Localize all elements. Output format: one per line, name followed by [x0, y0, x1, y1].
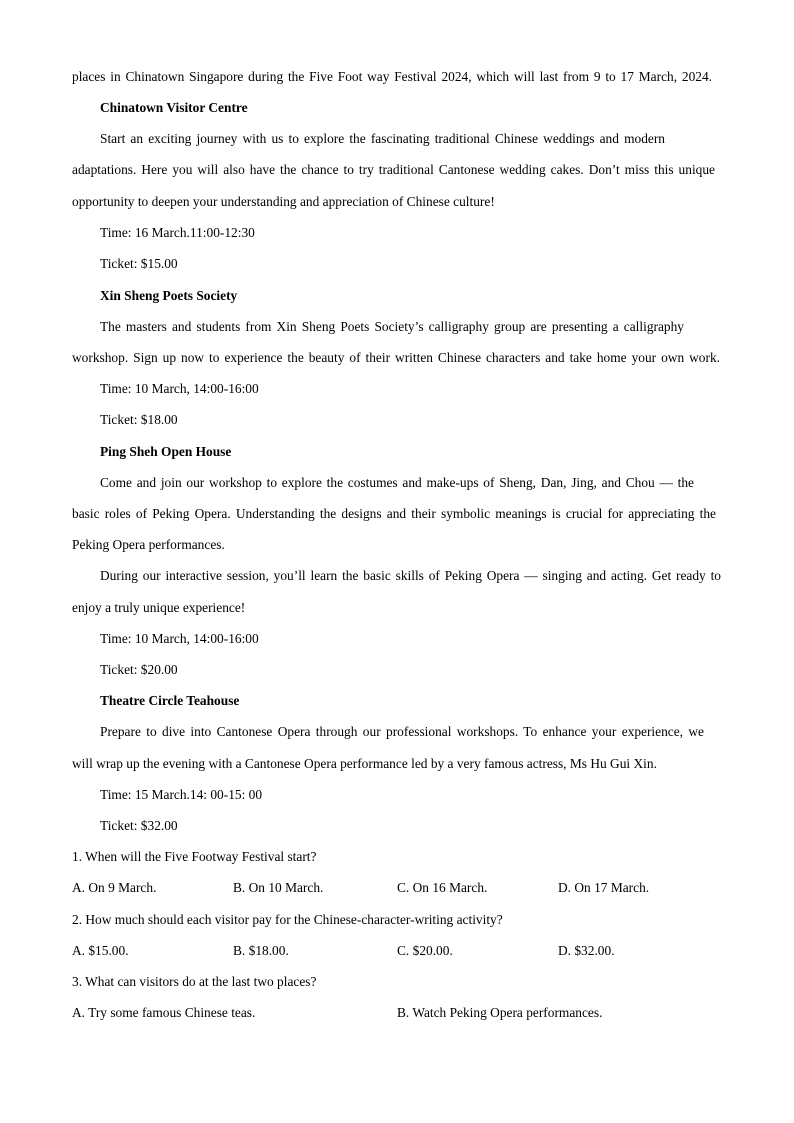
answer-option: C. $20.00. [397, 943, 453, 958]
section-time: Time: 16 March.11:00-12:30 [100, 225, 255, 240]
section-paragraph-line: basic roles of Peking Opera. Understanding the designs and their symbolic meanings is crucial for appreciating the [72, 506, 716, 521]
section-paragraph-line: enjoy a truly unique experience! [72, 600, 246, 615]
section-title: Chinatown Visitor Centre [100, 100, 248, 115]
section-paragraph-line: Peking Opera performances. [72, 537, 225, 552]
answer-option: A. $15.00. [72, 943, 129, 958]
section-paragraph-line: Prepare to dive into Cantonese Opera through our professional workshops. To enhance your experience, we [100, 724, 704, 739]
answer-option: B. $18.00. [233, 943, 289, 958]
answer-option: A. On 9 March. [72, 880, 157, 895]
answer-option: D. On 17 March. [558, 880, 650, 895]
question-stem: 3. What can visitors do at the last two places? [72, 974, 317, 989]
section-ticket: Ticket: $18.00 [100, 412, 178, 427]
answer-option: A. Try some famous Chinese teas. [72, 1005, 256, 1020]
section-ticket: Ticket: $20.00 [100, 662, 178, 677]
intro-line: places in Chinatown Singapore during the Five Foot way Festival 2024, which will last from 9 to 17 March, 2024. [72, 69, 712, 84]
section-title: Ping Sheh Open House [100, 444, 232, 459]
question-stem: 2. How much should each visitor pay for the Chinese-character-writing activity? [72, 912, 503, 927]
section-paragraph-line: adaptations. Here you will also have the chance to try traditional Cantonese wedding cakes. Don’t miss this unique [72, 162, 715, 177]
section-ticket: Ticket: $15.00 [100, 256, 178, 271]
answer-option: C. On 16 March. [397, 880, 488, 895]
section-title: Xin Sheng Poets Society [100, 288, 238, 303]
section-paragraph-line: will wrap up the evening with a Cantonese Opera performance led by a very famous actress, Ms Hu Gui Xin. [72, 756, 657, 771]
section-title: Theatre Circle Teahouse [100, 693, 240, 708]
section-paragraph-line: opportunity to deepen your understanding and appreciation of Chinese culture! [72, 194, 495, 209]
answer-option: B. Watch Peking Opera performances. [397, 1005, 603, 1020]
section-time: Time: 10 March, 14:00-16:00 [100, 631, 259, 646]
section-time: Time: 10 March, 14:00-16:00 [100, 381, 259, 396]
question-stem: 1. When will the Five Footway Festival start? [72, 849, 317, 864]
answer-option: D. $32.00. [558, 943, 615, 958]
section-ticket: Ticket: $32.00 [100, 818, 178, 833]
section-time: Time: 15 March.14: 00-15: 00 [100, 787, 263, 802]
section-paragraph-line: workshop. Sign up now to experience the beauty of their written Chinese characters and take home your own work. [72, 350, 720, 365]
section-paragraph-line: During our interactive session, you’ll learn the basic skills of Peking Opera — singing and acting. Get ready to [100, 568, 721, 583]
answer-option: B. On 10 March. [233, 880, 324, 895]
section-paragraph-line: Start an exciting journey with us to explore the fascinating traditional Chinese weddings and modern [100, 131, 665, 146]
section-paragraph-line: Come and join our workshop to explore the costumes and make-ups of Sheng, Dan, Jing, and Chou — the [100, 475, 694, 490]
section-paragraph-line: The masters and students from Xin Sheng Poets Society’s calligraphy group are presenting a calligraphy [100, 319, 684, 334]
